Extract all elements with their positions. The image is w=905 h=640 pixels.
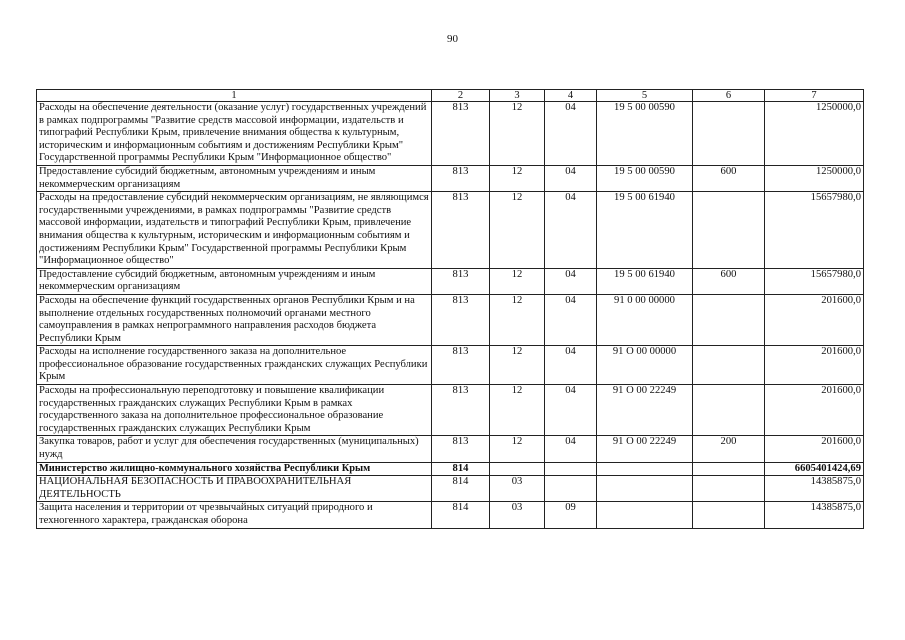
row-target-code: 91 О 00 00000 (597, 346, 693, 385)
row-expense-type (693, 385, 765, 436)
row-section-code (490, 462, 545, 476)
row-section-code: 12 (490, 436, 545, 462)
row-ministry-code: 814 (432, 502, 490, 528)
table-row (37, 436, 864, 462)
table-row (37, 385, 864, 436)
column-header-6: 6 (693, 90, 765, 102)
column-header-5: 5 (597, 90, 693, 102)
row-expense-type (693, 294, 765, 345)
table-row-ministry-total (37, 462, 864, 476)
row-ministry-code: 813 (432, 294, 490, 345)
row-target-code: 19 5 00 61940 (597, 192, 693, 269)
row-subsection-code: 04 (545, 294, 597, 345)
table-row (37, 476, 864, 502)
row-section-code: 12 (490, 294, 545, 345)
row-target-code (597, 476, 693, 502)
column-header-2: 2 (432, 90, 490, 102)
row-ministry-code: 813 (432, 436, 490, 462)
row-name: Расходы на исполнение государственного заказа на дополнительное профессиональное образование государственных гражданских служащих Республики Крым (37, 346, 432, 385)
row-ministry-code: 813 (432, 192, 490, 269)
row-amount: 201600,0 (765, 294, 864, 345)
row-name: НАЦИОНАЛЬНАЯ БЕЗОПАСНОСТЬ И ПРАВООХРАНИТЕЛЬНАЯ ДЕЯТЕЛЬНОСТЬ (37, 476, 432, 502)
row-ministry-code: 814 (432, 462, 490, 476)
row-amount: 201600,0 (765, 385, 864, 436)
row-subsection-code: 09 (545, 502, 597, 528)
row-ministry-code: 814 (432, 476, 490, 502)
header-row (37, 90, 864, 102)
row-ministry-code: 813 (432, 385, 490, 436)
page-number: 90 (447, 33, 458, 45)
row-expense-type: 200 (693, 436, 765, 462)
row-name: Министерство жилищно-коммунального хозяйства Республики Крым (37, 462, 432, 476)
row-ministry-code: 813 (432, 346, 490, 385)
row-section-code: 12 (490, 346, 545, 385)
row-section-code: 03 (490, 502, 545, 528)
row-subsection-code: 04 (545, 436, 597, 462)
row-section-code: 12 (490, 192, 545, 269)
row-subsection-code: 04 (545, 346, 597, 385)
row-expense-type (693, 462, 765, 476)
row-ministry-code: 813 (432, 165, 490, 191)
row-subsection-code: 04 (545, 165, 597, 191)
row-section-code: 12 (490, 102, 545, 166)
row-name: Расходы на обеспечение деятельности (оказание услуг) государственных учреждений в рамках подпрограммы "Развитие средств массовой информации, издательств и типографий Республики Крым, привлечение внимания общества к культурным, историческим и информационным событиям и достижениям Республики Крым" Государственной программы Республики Крым "Информационное общество" (37, 102, 432, 166)
row-target-code (597, 502, 693, 528)
row-amount: 14385875,0 (765, 502, 864, 528)
row-amount: 6605401424,69 (765, 462, 864, 476)
row-expense-type: 600 (693, 165, 765, 191)
table-row (37, 294, 864, 345)
row-name: Предоставление субсидий бюджетным, автономным учреждениям и иным некоммерческим организациям (37, 165, 432, 191)
row-ministry-code: 813 (432, 102, 490, 166)
row-target-code: 91 О 00 22249 (597, 385, 693, 436)
row-amount: 1250000,0 (765, 102, 864, 166)
row-amount: 201600,0 (765, 346, 864, 385)
table-row (37, 165, 864, 191)
row-expense-type (693, 346, 765, 385)
row-section-code: 12 (490, 268, 545, 294)
row-target-code (597, 462, 693, 476)
row-target-code: 19 5 00 00590 (597, 165, 693, 191)
row-target-code: 91 0 00 00000 (597, 294, 693, 345)
table-row (37, 346, 864, 385)
row-subsection-code (545, 462, 597, 476)
row-expense-type (693, 502, 765, 528)
row-expense-type: 600 (693, 268, 765, 294)
column-header-7: 7 (765, 90, 864, 102)
row-subsection-code (545, 476, 597, 502)
row-name: Расходы на предоставление субсидий некоммерческим организациям, не являющимся государственными учреждениями, в рамках подпрограммы "Развитие средств массовой информации, издательств и типографий Республики Крым, привлечение внимания общества к культурным, историческим и информационным событиям и достижениям Республики Крым" Государственной программы Республики Крым "Информационное общество" (37, 192, 432, 269)
row-expense-type (693, 192, 765, 269)
row-ministry-code: 813 (432, 268, 490, 294)
row-amount: 201600,0 (765, 436, 864, 462)
row-target-code: 19 5 00 61940 (597, 268, 693, 294)
row-name: Закупка товаров, работ и услуг для обеспечения государственных (муниципальных) нужд (37, 436, 432, 462)
row-subsection-code: 04 (545, 192, 597, 269)
row-amount: 1250000,0 (765, 165, 864, 191)
row-section-code: 12 (490, 385, 545, 436)
row-section-code: 03 (490, 476, 545, 502)
row-target-code: 19 5 00 00590 (597, 102, 693, 166)
column-header-4: 4 (545, 90, 597, 102)
column-header-3: 3 (490, 90, 545, 102)
row-name: Предоставление субсидий бюджетным, автономным учреждениям и иным некоммерческим организациям (37, 268, 432, 294)
row-subsection-code: 04 (545, 268, 597, 294)
row-amount: 14385875,0 (765, 476, 864, 502)
row-target-code: 91 О 00 22249 (597, 436, 693, 462)
row-section-code: 12 (490, 165, 545, 191)
row-subsection-code: 04 (545, 385, 597, 436)
table-row (37, 502, 864, 528)
table-row (37, 102, 864, 166)
row-expense-type (693, 476, 765, 502)
row-amount: 15657980,0 (765, 192, 864, 269)
column-header-1: 1 (37, 90, 432, 102)
row-subsection-code: 04 (545, 102, 597, 166)
row-expense-type (693, 102, 765, 166)
table-row (37, 268, 864, 294)
budget-table (36, 89, 864, 529)
row-name: Расходы на профессиональную переподготовку и повышение квалификации государственных гражданских служащих Республики Крым в рамках государственного заказа на дополнительное профессиональное образование государственных гражданских служащих Республики Крым (37, 385, 432, 436)
row-amount: 15657980,0 (765, 268, 864, 294)
row-name: Защита населения и территории от чрезвычайных ситуаций природного и техногенного характера, гражданская оборона (37, 502, 432, 528)
table-row (37, 192, 864, 269)
row-name: Расходы на обеспечение функций государственных органов Республики Крым и на выполнение отдельных государственных полномочий органами местного самоуправления в рамках непрограммного направления расходов бюджета Республики Крым (37, 294, 432, 345)
